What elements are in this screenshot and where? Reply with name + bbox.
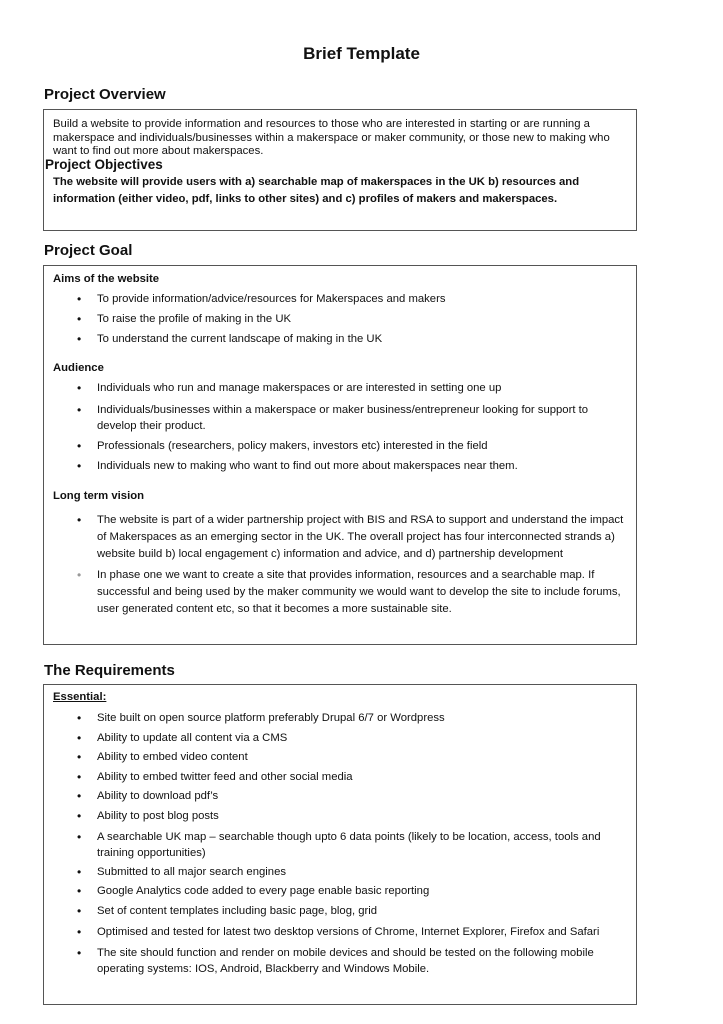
list-item: • Site built on open source platform preferably Drupal 6/7 or Wordpress xyxy=(44,710,636,726)
aims-heading: Aims of the website xyxy=(53,273,160,285)
list-item: • Optimised and tested for latest two desktop versions of Chrome, Internet Explorer, Firefox and Safari xyxy=(44,924,636,940)
list-item: • Ability to download pdf’s xyxy=(44,788,636,804)
requirements-box xyxy=(43,684,637,1005)
audience-list xyxy=(44,380,636,474)
project-objectives-heading: Project Objectives xyxy=(45,157,163,172)
list-item: • Ability to embed video content xyxy=(44,749,636,765)
list-item: • To understand the current landscape of making in the UK xyxy=(44,331,636,347)
list-item: • In phase one we want to create a site that provides information, resources and a searchable map. If successful and being used by the maker community we would want to develop the site to include forums, user generated content etc, so that it becomes a more sustainable site. xyxy=(44,567,636,618)
list-item: • Individuals new to making who want to find out more about makerspaces near them. xyxy=(44,458,636,474)
project-overview-text: Build a website to provide information and resources to those who are interested in starting or are running a makerspace and individuals/businesses within a makerspace or maker community, or those new to making who want to find out more about makerspaces. xyxy=(53,118,610,157)
list-item: • Submitted to all major search engines xyxy=(44,864,636,880)
project-overview-heading: Project Overview xyxy=(44,86,166,103)
aims-list xyxy=(44,291,636,347)
project-goal-heading: Project Goal xyxy=(44,242,133,259)
requirements-heading: The Requirements xyxy=(44,662,175,679)
vision-heading: Long term vision xyxy=(53,490,145,502)
list-item: • Ability to update all content via a CMS xyxy=(44,730,636,746)
list-item: • The website is part of a wider partnership project with BIS and RSA to support and understand the impact of Makerspaces as an emerging sector in the UK. The overall project has four interconnected strands a) website build b) local engagement c) information and advice, and d) partnership development xyxy=(44,512,636,563)
list-item: • To provide information/advice/resources for Makerspaces and makers xyxy=(44,291,636,307)
list-item: • Set of content templates including basic page, blog, grid xyxy=(44,903,636,919)
list-item: • Individuals who run and manage makerspaces or are interested in setting one up xyxy=(44,380,636,396)
requirements-list xyxy=(44,710,636,977)
list-item: • The site should function and render on mobile devices and should be tested on the following mobile operating systems: IOS, Android, Blackberry and Windows Mobile. xyxy=(44,945,636,977)
list-item: • Ability to embed twitter feed and other social media xyxy=(44,769,636,785)
project-goal-box xyxy=(43,265,637,645)
list-item: • Professionals (researchers, policy makers, investors etc) interested in the field xyxy=(44,438,636,454)
project-objectives-text: The website will provide users with a) searchable map of makerspaces in the UK b) resources and information (either video, pdf, links to other sites) and c) profiles of makers and makerspaces. xyxy=(53,176,580,205)
vision-list xyxy=(44,512,636,618)
audience-heading: Audience xyxy=(53,362,104,374)
list-item: • Individuals/businesses within a makerspace or maker business/entrepreneur looking for support to develop their product. xyxy=(44,402,636,434)
list-item: • To raise the profile of making in the UK xyxy=(44,311,636,327)
list-item: • Google Analytics code added to every page enable basic reporting xyxy=(44,883,636,899)
list-item: • Ability to post blog posts xyxy=(44,808,636,824)
essential-heading: Essential: xyxy=(53,691,107,703)
page-title: Brief Template xyxy=(303,44,420,63)
project-overview-box xyxy=(43,109,637,231)
list-item: • A searchable UK map – searchable though upto 6 data points (likely to be location, access, tools and training opportunities) xyxy=(44,829,636,861)
